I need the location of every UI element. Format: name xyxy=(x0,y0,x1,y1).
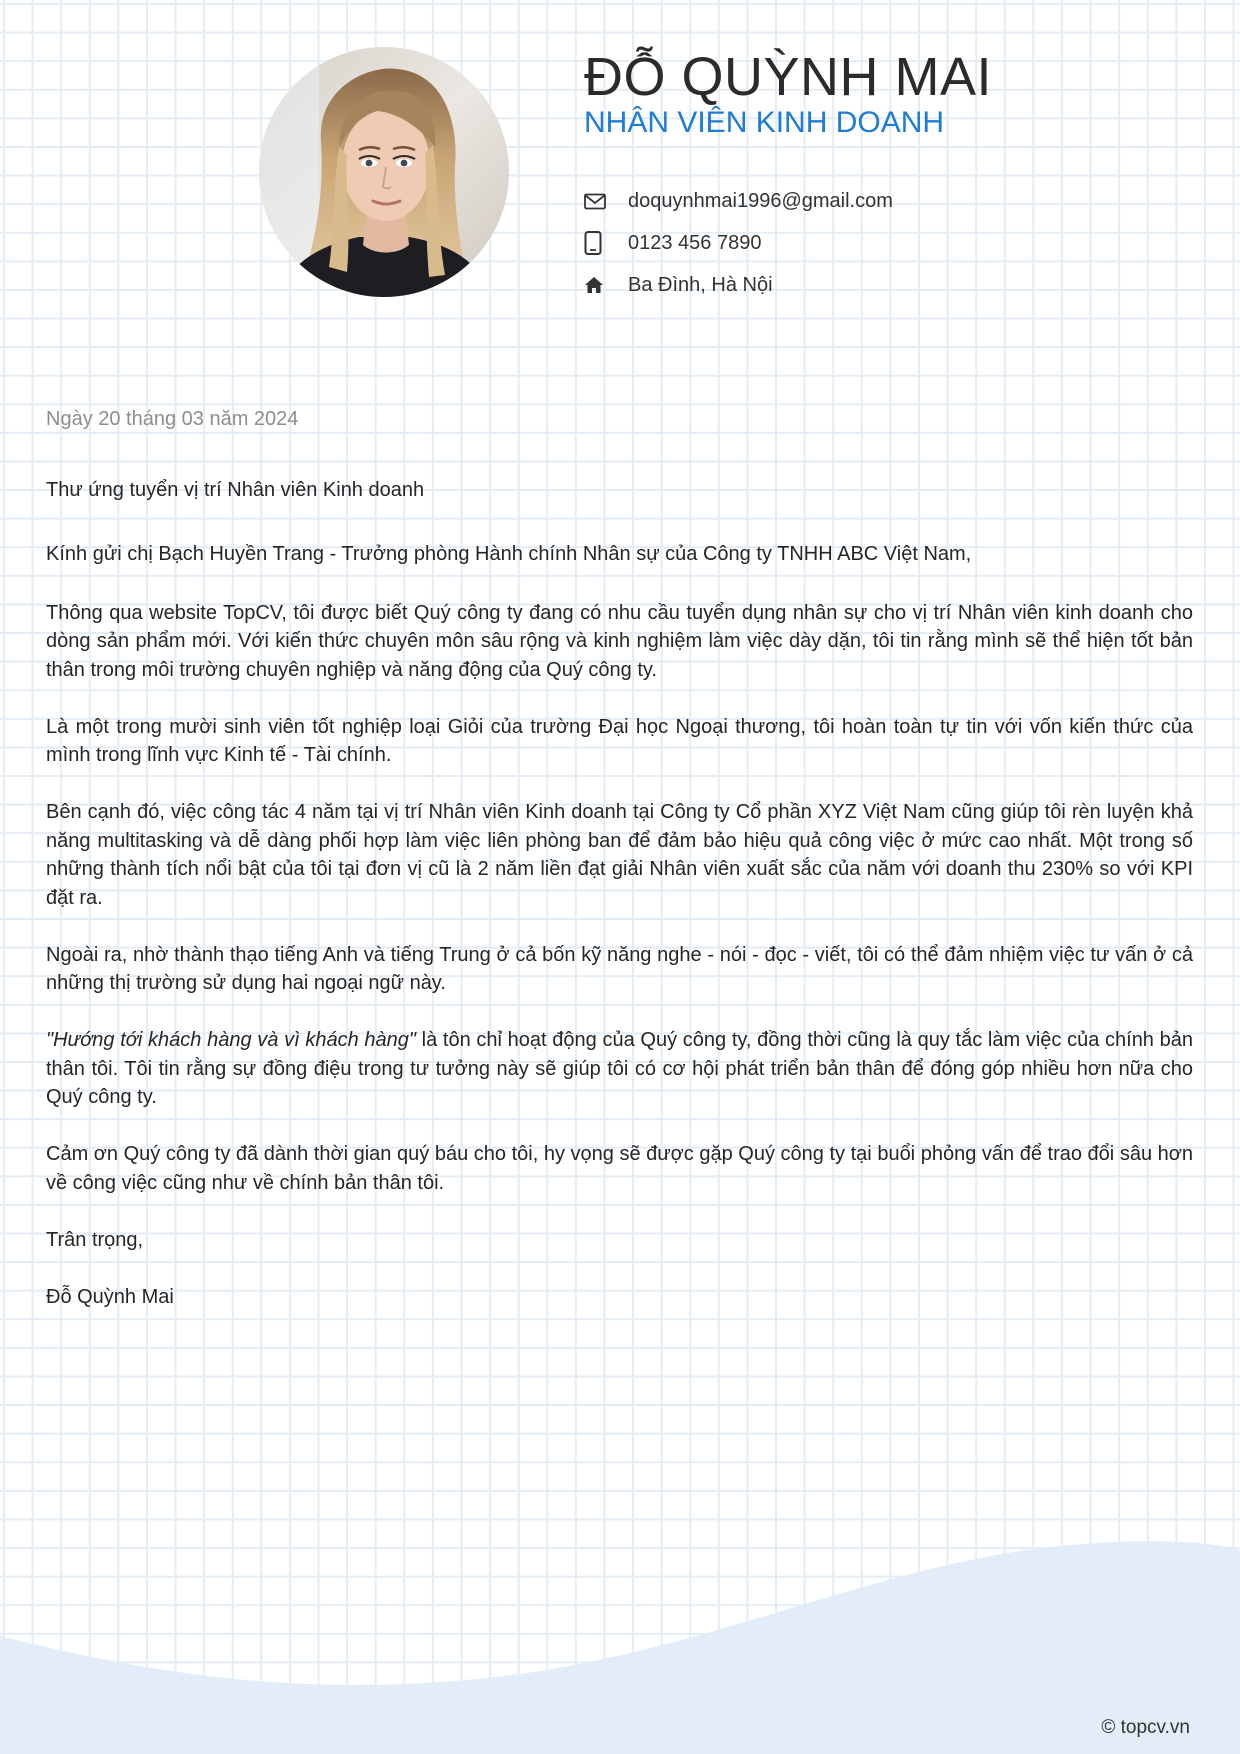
letter-greeting: Kính gửi chị Bạch Huyền Trang - Trưởng phòng Hành chính Nhân sự của Công ty TNHH ABC Việt Nam, xyxy=(46,543,972,565)
letter-subject: Thư ứng tuyển vị trí Nhân viên Kinh doanh xyxy=(46,478,425,501)
applicant-name: ĐỖ QUỲNH MAI xyxy=(584,47,993,107)
address-text: Ba Đình, Hà Nội xyxy=(628,273,773,296)
home-icon xyxy=(584,276,628,294)
envelope-icon xyxy=(584,193,628,210)
letter-paragraph: Thông qua website TopCV, tôi được biết Quý công ty đang có nhu cầu tuyển dụng nhân sự cho vị trí Nhân viên kinh doanh cho dòng sản phẩm mới. Với kiến thức chuyên môn sâu rộng và kinh nghiệm làm việc dày dặn, tôi tin rằng mình sẽ thể hiện tốt bản thân trong môi trường chuyên nghiệp và năng động của Quý công ty. xyxy=(46,601,1193,681)
contact-phone-row xyxy=(584,222,893,264)
motto-quote: "Hướng tới khách hàng và vì khách hàng" xyxy=(46,1029,416,1051)
contact-info xyxy=(584,180,893,306)
email-text: doquynhmai1996@gmail.com xyxy=(628,189,893,212)
job-title: NHÂN VIÊN KINH DOANH xyxy=(584,106,945,139)
contact-email-row xyxy=(584,180,893,222)
phone-text: 0123 456 7890 xyxy=(628,231,762,254)
motto-text: là tôn chỉ hoạt động của Quý công ty, đồng thời cũng là quy tắc làm việc của chính bản thân tôi. Tôi tin rằng sự đồng điệu trong tư tưởng này sẽ giúp tôi có cơ hội phát triển bản thân để đóng góp nhiều hơn nữa cho Quý công ty. xyxy=(46,1029,1193,1108)
letter-thanks: Cảm ơn Quý công ty đã dành thời gian quý báu cho tôi, hy vọng sẽ được gặp Quý công ty tại buổi phỏng vấn để trao đổi sâu hơn về công việc cũng như về chính bản thân tôi. xyxy=(46,1143,1193,1194)
contact-address-row xyxy=(584,264,893,306)
letter-date: Ngày 20 tháng 03 năm 2024 xyxy=(46,408,299,430)
letter-paragraph-motto xyxy=(46,1026,1193,1112)
copyright-notice: © topcv.vn xyxy=(1101,1717,1190,1738)
bottom-wave-decoration xyxy=(0,1504,1240,1754)
mobile-phone-icon xyxy=(584,231,628,255)
letter-paragraph: Ngoài ra, nhờ thành thạo tiếng Anh và tiếng Trung ở cả bốn kỹ năng nghe - nói - đọc - viết, tôi có thể đảm nhiệm việc tư vấn ở cả những thị trường sử dụng hai ngoại ngữ này. xyxy=(46,943,1193,994)
cover-letter-body xyxy=(46,405,1193,1340)
letter-signature: Đỗ Quỳnh Mai xyxy=(46,1285,174,1308)
profile-photo xyxy=(259,47,509,297)
letter-paragraph: Là một trong mười sinh viên tốt nghiệp loại Giỏi của trường Đại học Ngoại thương, tôi hoàn toàn tự tin với vốn kiến thức của mình trong lĩnh vực Kinh tế - Tài chính. xyxy=(46,715,1193,766)
letter-paragraph: Bên cạnh đó, việc công tác 4 năm tại vị trí Nhân viên Kinh doanh tại Công ty Cổ phần XYZ Việt Nam cũng giúp tôi rèn luyện khả năng multitasking và dễ dàng phối hợp làm việc liên phòng ban để đảm bảo hiệu quả công việc ở mức cao nhất. Một trong số những thành tích nổi bật của tôi tại đơn vị cũ là 2 năm liền đạt giải Nhân viên xuất sắc của năm với doanh thu 230% so với KPI đặt ra. xyxy=(46,801,1193,909)
letter-closing: Trân trọng, xyxy=(46,1228,144,1251)
